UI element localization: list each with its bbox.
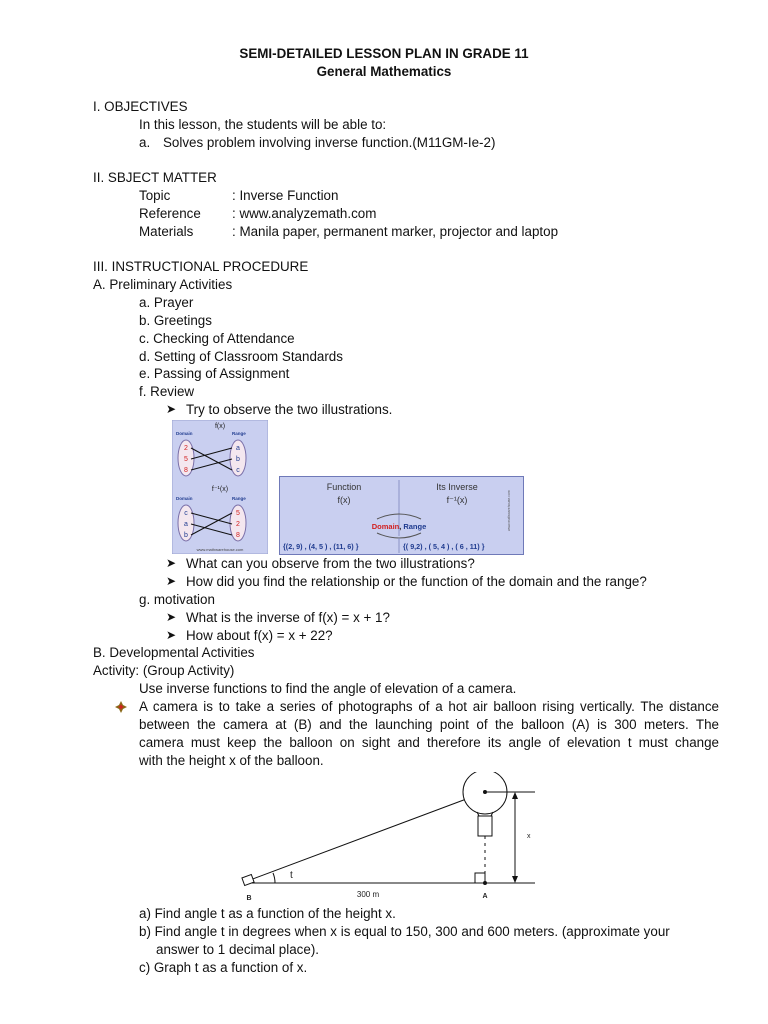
developmental-heading: B. Developmental Activities [93, 645, 255, 660]
right-angle-mark [475, 873, 485, 883]
balloon-center [483, 790, 487, 794]
mapping-domain-label: Domain [176, 496, 193, 501]
function-set: {(2, 9) , (4, 5 ) , (11, 6) } [283, 542, 359, 551]
bottom-range-value: 2 [236, 521, 240, 528]
objective-item: Solves problem involving inverse function.(M11GM-Ie-2) [163, 135, 496, 150]
top-domain-value: 5 [184, 456, 188, 463]
label-a: A [482, 893, 488, 900]
materials-label: Materials [139, 224, 194, 239]
height-arrow-head [512, 792, 518, 799]
label-b: B [246, 895, 252, 902]
problem-line: with the height x of the balloon. [139, 753, 324, 768]
arrow-bullet-icon: ➤ [166, 628, 177, 642]
problem-line: between the camera at (B) and the launching point of the balloon (A) is 300 meters. The [139, 717, 719, 732]
materials-value: : Manila paper, permanent marker, projector and laptop [232, 224, 559, 239]
top-domain-value: 2 [184, 445, 188, 452]
mapping-bottom-title: f⁻¹(x) [211, 486, 229, 493]
star-bullet-icon [115, 701, 127, 713]
inverse-set: {( 9,2) , ( 5, 4 ) , ( 6 , 11) } [403, 542, 485, 551]
bottom-range-value: 5 [236, 510, 240, 517]
mapping-top-title: f(x) [214, 423, 226, 430]
label-x: x [527, 833, 531, 840]
camera-icon [242, 875, 254, 886]
bottom-domain-value: b [184, 532, 188, 539]
topic-value: : Inverse Function [232, 188, 339, 203]
preliminary-item: a. Prayer [139, 295, 194, 310]
preliminary-item: e. Passing of Assignment [139, 366, 290, 381]
activity-intro: Use inverse functions to find the angle of elevation of a camera. [139, 681, 517, 696]
top-range-value: b [236, 456, 240, 463]
mapping-range-label: Range [232, 496, 246, 501]
balloon-diagram [235, 772, 555, 902]
motivation-heading: g. motivation [139, 592, 215, 607]
label-t: t [290, 870, 293, 881]
arrow-bullet-icon: ➤ [166, 556, 177, 570]
procedure-heading: III. INSTRUCTIONAL PROCEDURE [93, 259, 309, 274]
domain-range-label: Domain, Range [371, 522, 427, 531]
star-bullet-center [118, 704, 124, 710]
arrow-bullet-icon: ➤ [166, 402, 177, 416]
height-arrow-head [512, 876, 518, 883]
function-inverse-figure [279, 476, 524, 555]
top-domain-value: 8 [184, 467, 188, 474]
inverse-title: Its Inverse [436, 482, 478, 492]
activity-heading: Activity: (Group Activity) [93, 663, 235, 678]
point-a-marker [483, 881, 487, 885]
mapping-domain-label: Domain [176, 431, 193, 436]
label-distance: 300 m [356, 890, 380, 899]
function-sub: f(x) [337, 495, 351, 505]
bottom-domain-value: a [184, 521, 188, 528]
preliminary-heading: A. Preliminary Activities [93, 277, 233, 292]
objective-marker: a. [139, 135, 151, 150]
mapping-footer: www.mathwarehouse.com [196, 547, 244, 552]
function-box-credit: www.mathwarehouse.com [507, 490, 511, 531]
mapping-range-label: Range [232, 431, 246, 436]
problem-line: A camera is to take a series of photographs of a hot air balloon rising vertically. The distance [139, 699, 719, 714]
balloon-basket [478, 816, 492, 836]
motivation-bullet: What is the inverse of f(x) = x + 1? [186, 610, 390, 625]
bottom-range-value: 8 [236, 532, 240, 539]
topic-label: Topic [139, 188, 171, 203]
question-b-continuation: answer to 1 decimal place). [156, 942, 319, 957]
bottom-domain-value: c [184, 510, 188, 517]
subject-matter-heading: II. SBJECT MATTER [93, 170, 217, 185]
top-range-value: a [236, 445, 240, 452]
top-range-value: c [236, 467, 240, 474]
function-title: Function [326, 482, 362, 492]
observe-bullet: How did you find the relationship or the function of the domain and the range? [186, 574, 647, 589]
preliminary-item: d. Setting of Classroom Standards [139, 349, 343, 364]
reference-label: Reference [139, 206, 201, 221]
problem-line: camera must keep the balloon on sight and therefore its angle of elevation t must change [139, 735, 719, 750]
inverse-sub: f⁻¹(x) [446, 495, 468, 505]
preliminary-item: c. Checking of Attendance [139, 331, 295, 346]
reference-value: : www.analyzemath.com [232, 206, 377, 221]
motivation-bullet: How about f(x) = x + 22? [186, 628, 333, 643]
question-c: c) Graph t as a function of x. [139, 960, 308, 975]
page-title: SEMI-DETAILED LESSON PLAN IN GRADE 11 [239, 46, 529, 61]
question-a: a) Find angle t as a function of the height x. [139, 906, 396, 921]
objectives-intro: In this lesson, the students will be able to: [139, 117, 387, 132]
arrow-bullet-icon: ➤ [166, 610, 177, 624]
arrow-bullet-icon: ➤ [166, 574, 177, 588]
objectives-heading: I. OBJECTIVES [93, 99, 188, 114]
mapping-diagram [172, 420, 268, 554]
review-bullet: Try to observe the two illustrations. [186, 402, 393, 417]
question-b: b) Find angle t in degrees when x is equal to 150, 300 and 600 meters. (approximate your [139, 924, 670, 939]
preliminary-item: b. Greetings [139, 313, 212, 328]
observe-bullet: What can you observe from the two illustrations? [186, 556, 475, 571]
subject-title: General Mathematics [316, 64, 452, 79]
preliminary-item: f. Review [139, 384, 195, 399]
sight-line [250, 792, 485, 880]
angle-arc [273, 873, 275, 883]
